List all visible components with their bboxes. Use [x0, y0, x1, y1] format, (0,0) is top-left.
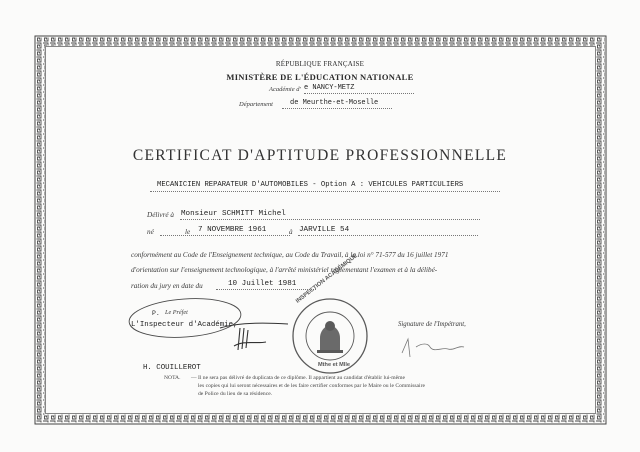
inspecteur-signature [218, 318, 293, 358]
prefet-label: Le Préfet [165, 309, 188, 316]
stamp-ring-bottom: Mthe et Mlle [318, 362, 351, 368]
holder-dotted-line [180, 219, 480, 220]
specialty-text: MECANICIEN REPARATEUR D'AUTOMOBILES - Option A : VEHICULES PARTICULIERS [157, 181, 464, 189]
specialty-dotted-line [150, 191, 500, 192]
birth-place: JARVILLE 54 [299, 226, 350, 234]
nota-line-3: de Police du lieu de sa résidence. [198, 391, 273, 397]
academie-dotted-line [304, 93, 414, 94]
prefet-p: P. [152, 310, 160, 317]
signer-name: H. COUILLEROT [143, 364, 201, 372]
ministry-heading: MINISTÈRE DE L'ÉDUCATION NATIONALE [226, 72, 414, 82]
departement-label: Département [239, 101, 273, 108]
body-line-1: conformément au Code de l'Enseignement technique, au Code du Travail, à la loi n° 71-577 du 16 juillet 1971 [131, 251, 449, 259]
jury-date-dotted-line [216, 289, 316, 290]
body-line-2: d'orientation sur l'enseignement technologique, à l'arrêté ministériel réglementant l'examen et à la délibé- [131, 266, 438, 274]
departement-value: de Meurthe-et-Moselle [290, 99, 379, 107]
impetrant-label: Signature de l'Impétrant, [398, 321, 466, 328]
at-label: à [289, 228, 293, 236]
nota-line-1: — Il ne sera pas délivré de duplicata de ce diplôme. Il appartient au candidat d'établir lui-même [191, 375, 405, 381]
delivered-label: Délivré à [147, 211, 174, 219]
le-label: le [185, 228, 191, 236]
stamp-ring-top: INSPECTION ACADÉMIQUE [295, 252, 359, 305]
nota-line-2: les copies qui lui seront nécessaires et de les faire certifier conformes par le Maire ou le Commissaire [198, 383, 425, 389]
academie-value: e NANCY-METZ [304, 84, 355, 92]
birth-date: 7 NOVEMBRE 1961 [198, 226, 267, 234]
departement-dotted-line [282, 108, 392, 109]
birth-date-dotted-line [160, 235, 290, 236]
impetrant-signature [398, 333, 468, 363]
academie-label: Académie d' [269, 86, 301, 93]
born-label: né [147, 228, 154, 236]
body-line-3-label: ration du jury en date du [131, 282, 203, 290]
certificate-title: CERTIFICAT D'APTITUDE PROFESSIONNELLE [132, 147, 508, 164]
nota-label: NOTA. [164, 375, 181, 381]
holder-name: Monsieur SCHMITT Michel [181, 210, 286, 218]
inspecteur-label: L'Inspecteur d'Académie, [131, 321, 238, 329]
jury-date: 10 Juillet 1981 [228, 280, 297, 288]
republic-heading: RÉPUBLIQUE FRANÇAISE [275, 60, 365, 68]
birth-place-dotted-line [298, 235, 478, 236]
